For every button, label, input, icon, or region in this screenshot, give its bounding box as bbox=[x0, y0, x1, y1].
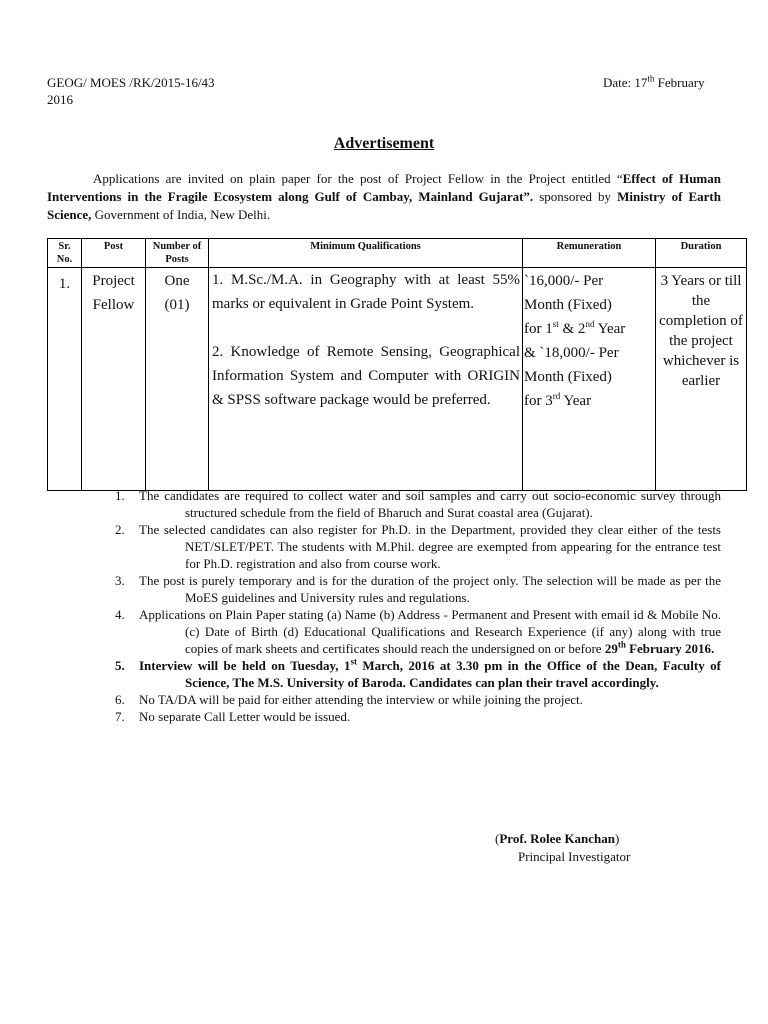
header-minimum-qualifications: Minimum Qualifications bbox=[209, 239, 523, 268]
qualification-2: 2. Knowledge of Remote Sensing, Geographical Information System and Computer with ORIGIN & SPSS software package would be preferred. bbox=[212, 344, 520, 408]
conditions-list bbox=[115, 487, 721, 725]
interview-sup: st bbox=[350, 656, 357, 667]
deadline-day: 29 bbox=[604, 641, 618, 656]
list-number: 2. bbox=[115, 522, 125, 537]
cell-post bbox=[82, 268, 146, 491]
list-item bbox=[115, 521, 721, 572]
qualification-table bbox=[47, 238, 747, 491]
list-text: No TA/DA will be paid for either attending the interview or while joining the project. bbox=[139, 692, 583, 707]
rem-line-6b: Year bbox=[560, 393, 592, 409]
rem-line-6a: for 3 bbox=[524, 393, 553, 409]
list-item bbox=[115, 691, 721, 708]
reference-text: GEOG/ MOES /RK/2015-16/43 bbox=[47, 75, 215, 90]
list-item bbox=[115, 708, 721, 725]
post-line-2: Fellow bbox=[92, 297, 135, 313]
list-item bbox=[115, 487, 721, 521]
date-sup: th bbox=[647, 73, 655, 84]
list-text: The candidates are required to collect water and soil samples and carry out socio-economic survey through structured schedule from the field of Bharuch and Surat coastal area (Gujarat). bbox=[139, 488, 721, 520]
list-text: No separate Call Letter would be issued. bbox=[139, 709, 351, 724]
list-item bbox=[115, 572, 721, 606]
rem-line-4: & `18,000/- Per bbox=[524, 345, 619, 361]
table-row bbox=[48, 268, 747, 491]
table-header-row bbox=[48, 239, 747, 268]
rem-line-2: Month (Fixed) bbox=[524, 297, 612, 313]
interview-text-a: Interview will be held on Tuesday, 1 bbox=[139, 658, 351, 673]
interview-text-b: March, 2016 at 3.30 pm in the Office of the Dean, Faculty of Science, The M.S. University of Baroda. Candidates can plan their travel accordingly. bbox=[185, 658, 721, 690]
cell-remuneration bbox=[523, 268, 656, 491]
date-suffix: February bbox=[654, 75, 705, 90]
list-text: The post is purely temporary and is for the duration of the project only. The selection will be made as per the MoES guidelines and University rules and regulations. bbox=[139, 573, 721, 605]
rem-line-3c: Year bbox=[594, 321, 626, 337]
post-line-1: Project bbox=[92, 273, 135, 289]
deadline-month: February 2016. bbox=[625, 641, 715, 656]
list-item bbox=[115, 606, 721, 657]
rem-line-3a: for 1 bbox=[524, 321, 553, 337]
signatory-name: Prof. Rolee Kanchan bbox=[499, 831, 616, 846]
reference-number bbox=[47, 74, 215, 108]
rem-line-1: `16,000/- Per bbox=[524, 273, 604, 289]
posts-line-2: (01) bbox=[164, 297, 190, 313]
header-sr-no: Sr. No. bbox=[48, 239, 82, 268]
rem-line-3b: & 2 bbox=[558, 321, 586, 337]
list-number: 6. bbox=[115, 692, 125, 707]
list-text bbox=[139, 606, 721, 657]
intro-paragraph bbox=[47, 170, 721, 224]
rem-line-5: Month (Fixed) bbox=[524, 369, 612, 385]
header-remuneration: Remuneration bbox=[523, 239, 656, 268]
list-item bbox=[115, 656, 721, 691]
signature-block bbox=[495, 830, 630, 866]
intro-text-2: sponsored by bbox=[533, 189, 618, 204]
cell-minimum-qualifications bbox=[209, 268, 523, 491]
cell-number-of-posts bbox=[146, 268, 209, 491]
list-text-plain: Applications on Plain Paper stating (a) Name (b) Address - Permanent and Present with email id & Mobile No. (c) Date of Birth (d) Educational Qualifications and Research Experience (if any) along with true copies of mark sheets and certificates should reach the undersigned on or before bbox=[139, 607, 721, 656]
header-duration: Duration bbox=[656, 239, 747, 268]
list-number: 3. bbox=[115, 573, 125, 588]
reference-year: 2016 bbox=[47, 92, 73, 107]
list-text bbox=[139, 657, 721, 691]
page-title: Advertisement bbox=[333, 135, 435, 152]
list-number: 4. bbox=[115, 607, 125, 622]
document-date bbox=[603, 74, 705, 91]
cell-duration: 3 Years or till the completion of the project whichever is earlier bbox=[656, 268, 747, 491]
deadline-sup: th bbox=[617, 639, 626, 650]
qualification-1: 1. M.Sc./M.A. in Geography with at least 55% marks or equivalent in Grade Point System. bbox=[212, 272, 520, 312]
intro-text-1: Applications are invited on plain paper for the post of Project Fellow in the Project entitled “ bbox=[93, 171, 623, 186]
cell-sr-no: 1. bbox=[48, 268, 82, 491]
header-post: Post bbox=[82, 239, 146, 268]
list-number: 5. bbox=[115, 658, 125, 673]
signatory-role: Principal Investigator bbox=[518, 849, 631, 864]
rem-sup-3: rd bbox=[552, 391, 561, 401]
list-text: The selected candidates can also register for Ph.D. in the Department, provided they clear either of the tests NET/SLET/PET. The students with M.Phil. degree are exempted from appearing for the entrance test for Ph.D. registration and also from course work. bbox=[139, 522, 721, 571]
sponsor-name: Ministry of Earth Science, bbox=[47, 189, 721, 222]
sig-open: ( bbox=[495, 831, 500, 846]
sig-close: ) bbox=[615, 831, 620, 846]
project-title: Effect of Human Interventions in the Fragile Ecosystem along Gulf of Cambay, Mainland Gujarat”. bbox=[47, 171, 721, 204]
header-number-of-posts: Number of Posts bbox=[146, 239, 209, 268]
rem-sup-2: nd bbox=[585, 319, 595, 329]
date-prefix: Date: 17 bbox=[603, 75, 648, 90]
rem-sup-1: st bbox=[552, 319, 559, 329]
posts-line-1: One bbox=[164, 273, 190, 289]
intro-text-3: Government of India, New Delhi. bbox=[91, 207, 271, 222]
list-number: 7. bbox=[115, 709, 125, 724]
list-number: 1. bbox=[115, 488, 125, 503]
